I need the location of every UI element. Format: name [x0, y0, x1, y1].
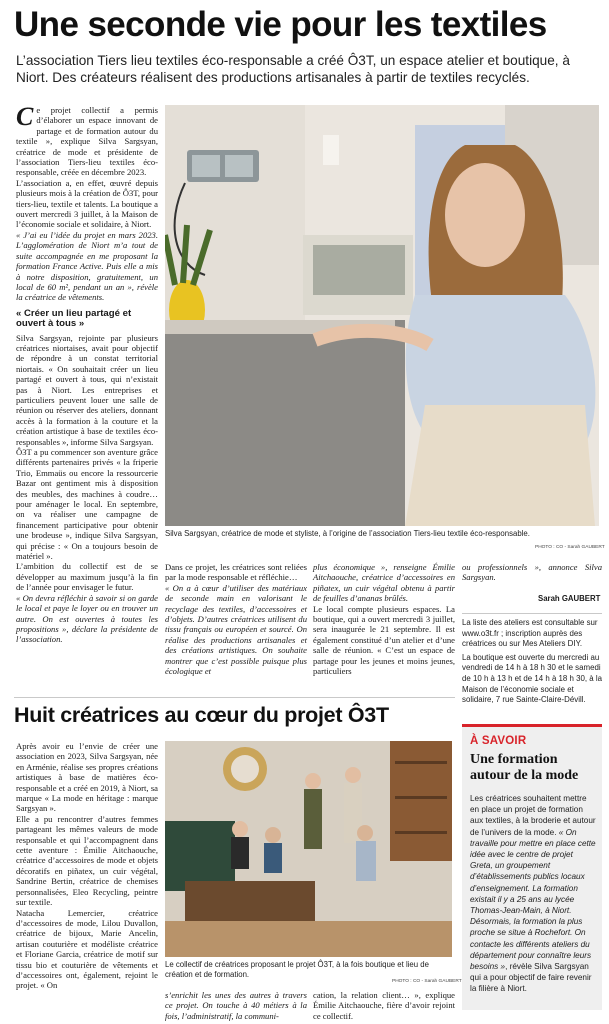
info-paragraph: La boutique est ouverte du mercredi au vendredi de 14 h à 18 h 30 et le samedi de 10 h à 13 h et de 14 h à 18 h 30, à la Maison de l’économie sociale et solidaire, 7 rue Sainte-Claire-Dévill. [462, 652, 602, 705]
paragraph: « On a à cœur d’utiliser des matériaux de seconde main en valorisant le recyclage des textiles, d’accessoires et d’objets. D’autres créatrices utilisent du tissu français ou européen et sourcé. On réalise des productions artisanales et des créations artistiques. On souhaite montrer que c’est possible puisque plus écologique et [165, 582, 307, 677]
paragraph: Elle a pu rencontrer d’autres femmes partageant les mêmes valeurs de mode responsable et qui l’accompagnent dans cette aventure : Émilie Aitchaouche, créatrice d’accessoires de mode et objets décoratifs en piñatex, un cuir végétal, Sandrine Bertin, créatrice de chemises personnalisées, Eleo Recycling, peintre sur textile. [16, 813, 158, 908]
photo2-caption: Le collectif de créatrices proposant le projet Ô3T, à la fois boutique et lieu de création et de formation. [165, 960, 429, 979]
photo-collective [165, 741, 452, 957]
article-column-2 [165, 562, 307, 676]
paragraph: s’enrichit les unes des autres à travers ce projet. On touche à 40 métiers à la fois, l’administratif, la communi- [165, 990, 307, 1021]
paragraph: cation, la relation client… », explique Émilie Aitchaouche, fière d’avoir rejoint ce collectif. [313, 990, 455, 1021]
article2-column-3 [313, 990, 455, 1021]
paragraph: plus économique », renseigne Émilie Aitchaouche, créatrice d’accessoires en piñatex, un cuir végétal obtenu à partir de feuilles d’ananas brûlés. [313, 562, 455, 604]
paragraph: Dans ce projet, les créatrices sont reliées par la mode responsable et réfléchie… [165, 562, 307, 583]
sidebar-title: Une formation autour de la mode [470, 752, 579, 783]
paragraph: ou professionnels », annonce Silva Sargsyan. [462, 562, 602, 583]
photo-caption: Silva Sargsyan, créatrice de mode et styliste, à l’origine de l’association Tiers-lieu textile éco-responsable. [165, 529, 530, 538]
article2-title: Huit créatrices au cœur du projet Ô3T [14, 703, 389, 727]
paragraph: Silva Sargsyan, rejointe par plusieurs créatrices niortaises, avait pour objectif de répondre à un constat territorial niortais. « On souhaitait créer un lieu partagé et ouvert à tous, qui n’existait pas à Niort. Les entreprises et particuliers peuvent louer une salle de réunion ou réserver des ateliers, donnant accès à la formation à la couture et la création artistique à base de textiles éco-responsables », informe Silva Sargsyan. [16, 332, 158, 447]
paragraph: « On devra réfléchir à savoir si on garde le local et paye le loyer ou en trouver un autre. On est ouvertes à toutes les propositions », déclare la présidente de l’association. [16, 592, 158, 645]
paragraph: Le local compte plusieurs espaces. La boutique, qui a ouvert mercredi 3 juillet, sera inaugurée le 21 septembre. Il est également constitué d’un atelier et d’une salle de réunion. « C’est un espace de partage pour les jeunes et moins jeunes, particuliers [313, 603, 455, 677]
sidebar-text: , révèle Silva Sargsyan qui a pour objectif de faire revenir la filière à Niort. [470, 962, 592, 994]
byline: Sarah GAUBERT [538, 594, 601, 603]
paragraph: Natacha Lemercier, créatrice d’accessoires de mode, Lilou Duvallon, créatrice de bijoux, Marie Ancelin, artisan couturière et modéliste créatrice et Floriane Garcia, créatrice de motif sur tissu bio et couturière de vêtements et d’accessoires ont, également, rejoint le projet. « On [16, 907, 158, 991]
article2-column-2 [165, 990, 307, 1021]
article-column-1 [16, 102, 158, 645]
article-column-4 [462, 562, 602, 583]
photo-seamstress [165, 105, 599, 526]
sidebar-text: Les créatrices souhaitent mettre en place un projet de formation aux textiles, à la broderie et autour de l’univers de la mode. [470, 794, 596, 837]
sidebar-body [470, 793, 596, 995]
paragraph: e projet collectif a permis d’élaborer un espace innovant de partage et de formation autour du textile », explique Silva Sargsyan, créatrice de mode et présidente de l’association Tiers-lieu textiles éco-responsable, créée en décembre 2023. [16, 105, 158, 178]
paragraph: L’ambition du collectif est de se développer au maximum jusqu’à la fin de l’année pour envisager le futur. [16, 561, 158, 593]
sidebar-box [462, 724, 602, 1010]
photo-seamstress-illustration [165, 105, 599, 526]
article2-column-1 [16, 741, 158, 991]
standfirst: L’association Tiers lieu textiles éco-responsable a créé Ô3T, un espace atelier et boutique, à Niort. Des créateurs réalisent des productions artisanales à partir de textiles recyclés. [16, 53, 570, 85]
sidebar-kicker: À SAVOIR [470, 735, 527, 747]
paragraph: Ô3T a pu commencer son aventure grâce différents partenaires privés « la friperie Trio, Emmaüs ou encore la ressourcerie Bazar ont gentiment mis à disposition des meubles, des machines à coudre… pour aménager le local. En septembre, on va réaliser une campagne de financement participative pour obtenir une brodeuse », indique Silva Sargsyan, qui précise : « On a toujours besoin de matériel ». [16, 447, 158, 562]
article-column-3 [313, 562, 455, 676]
info-box [462, 613, 602, 706]
sidebar-quote: « On travaille pour mettre en place cette idée avec le centre de projet Greta, un groupement d’établissements publics locaux d’enseignement. La formation existait il y a 25 ans au lycée Thomas-Jean-Main, à Niort. Désormais, la formation la plus proche se situe à Rochefort. On contacte les différents ateliers du département pour connaître leurs besoins » [470, 827, 596, 972]
paragraph: L’association a, en effet, œuvré depuis plusieurs mois à la création de Ô3T, pour tiers-lieu, textile et talents. La boutique a ouvert mercredi 3 juillet, à la Maison de l’économie sociale et solidaire, à Niort. [16, 177, 158, 230]
section-divider [14, 697, 455, 698]
photo2-credit: PHOTO : CO - Sarah GAUBERT [392, 979, 462, 984]
dropcap: C [16, 102, 34, 131]
page-headline: Une seconde vie pour les textiles [14, 5, 547, 44]
photo-collective-illustration [165, 741, 452, 957]
paragraph: Après avoir eu l’envie de créer une association en 2023, Silva Sargsyan, née en Arménie, réalise ses propres créations artistiques à base de matières éco-responsable et a créé en 2019, à Niort, sa marque « La mode en héritage : marque Sargsyan ». [16, 741, 158, 814]
intertitle: « Créer un lieu partagé et ouvert à tous » [16, 307, 132, 330]
photo-credit: PHOTO : CO - Sarah GAUBERT [535, 545, 605, 550]
paragraph: « J’ai eu l’idée du projet en mars 2023. L’agglomération de Niort m’a tout de suite accompagnée en me proposant la formation France Active. Puis elle a mis à notre disposition, gratuitement, un local de 60 m², pendant un an », révèle la créatrice de vêtements. [16, 229, 158, 303]
info-paragraph: La liste des ateliers est consultable sur www.o3t.fr ; inscription auprès des créatrices ou sur Mes Ateliers DIY. [462, 618, 598, 649]
